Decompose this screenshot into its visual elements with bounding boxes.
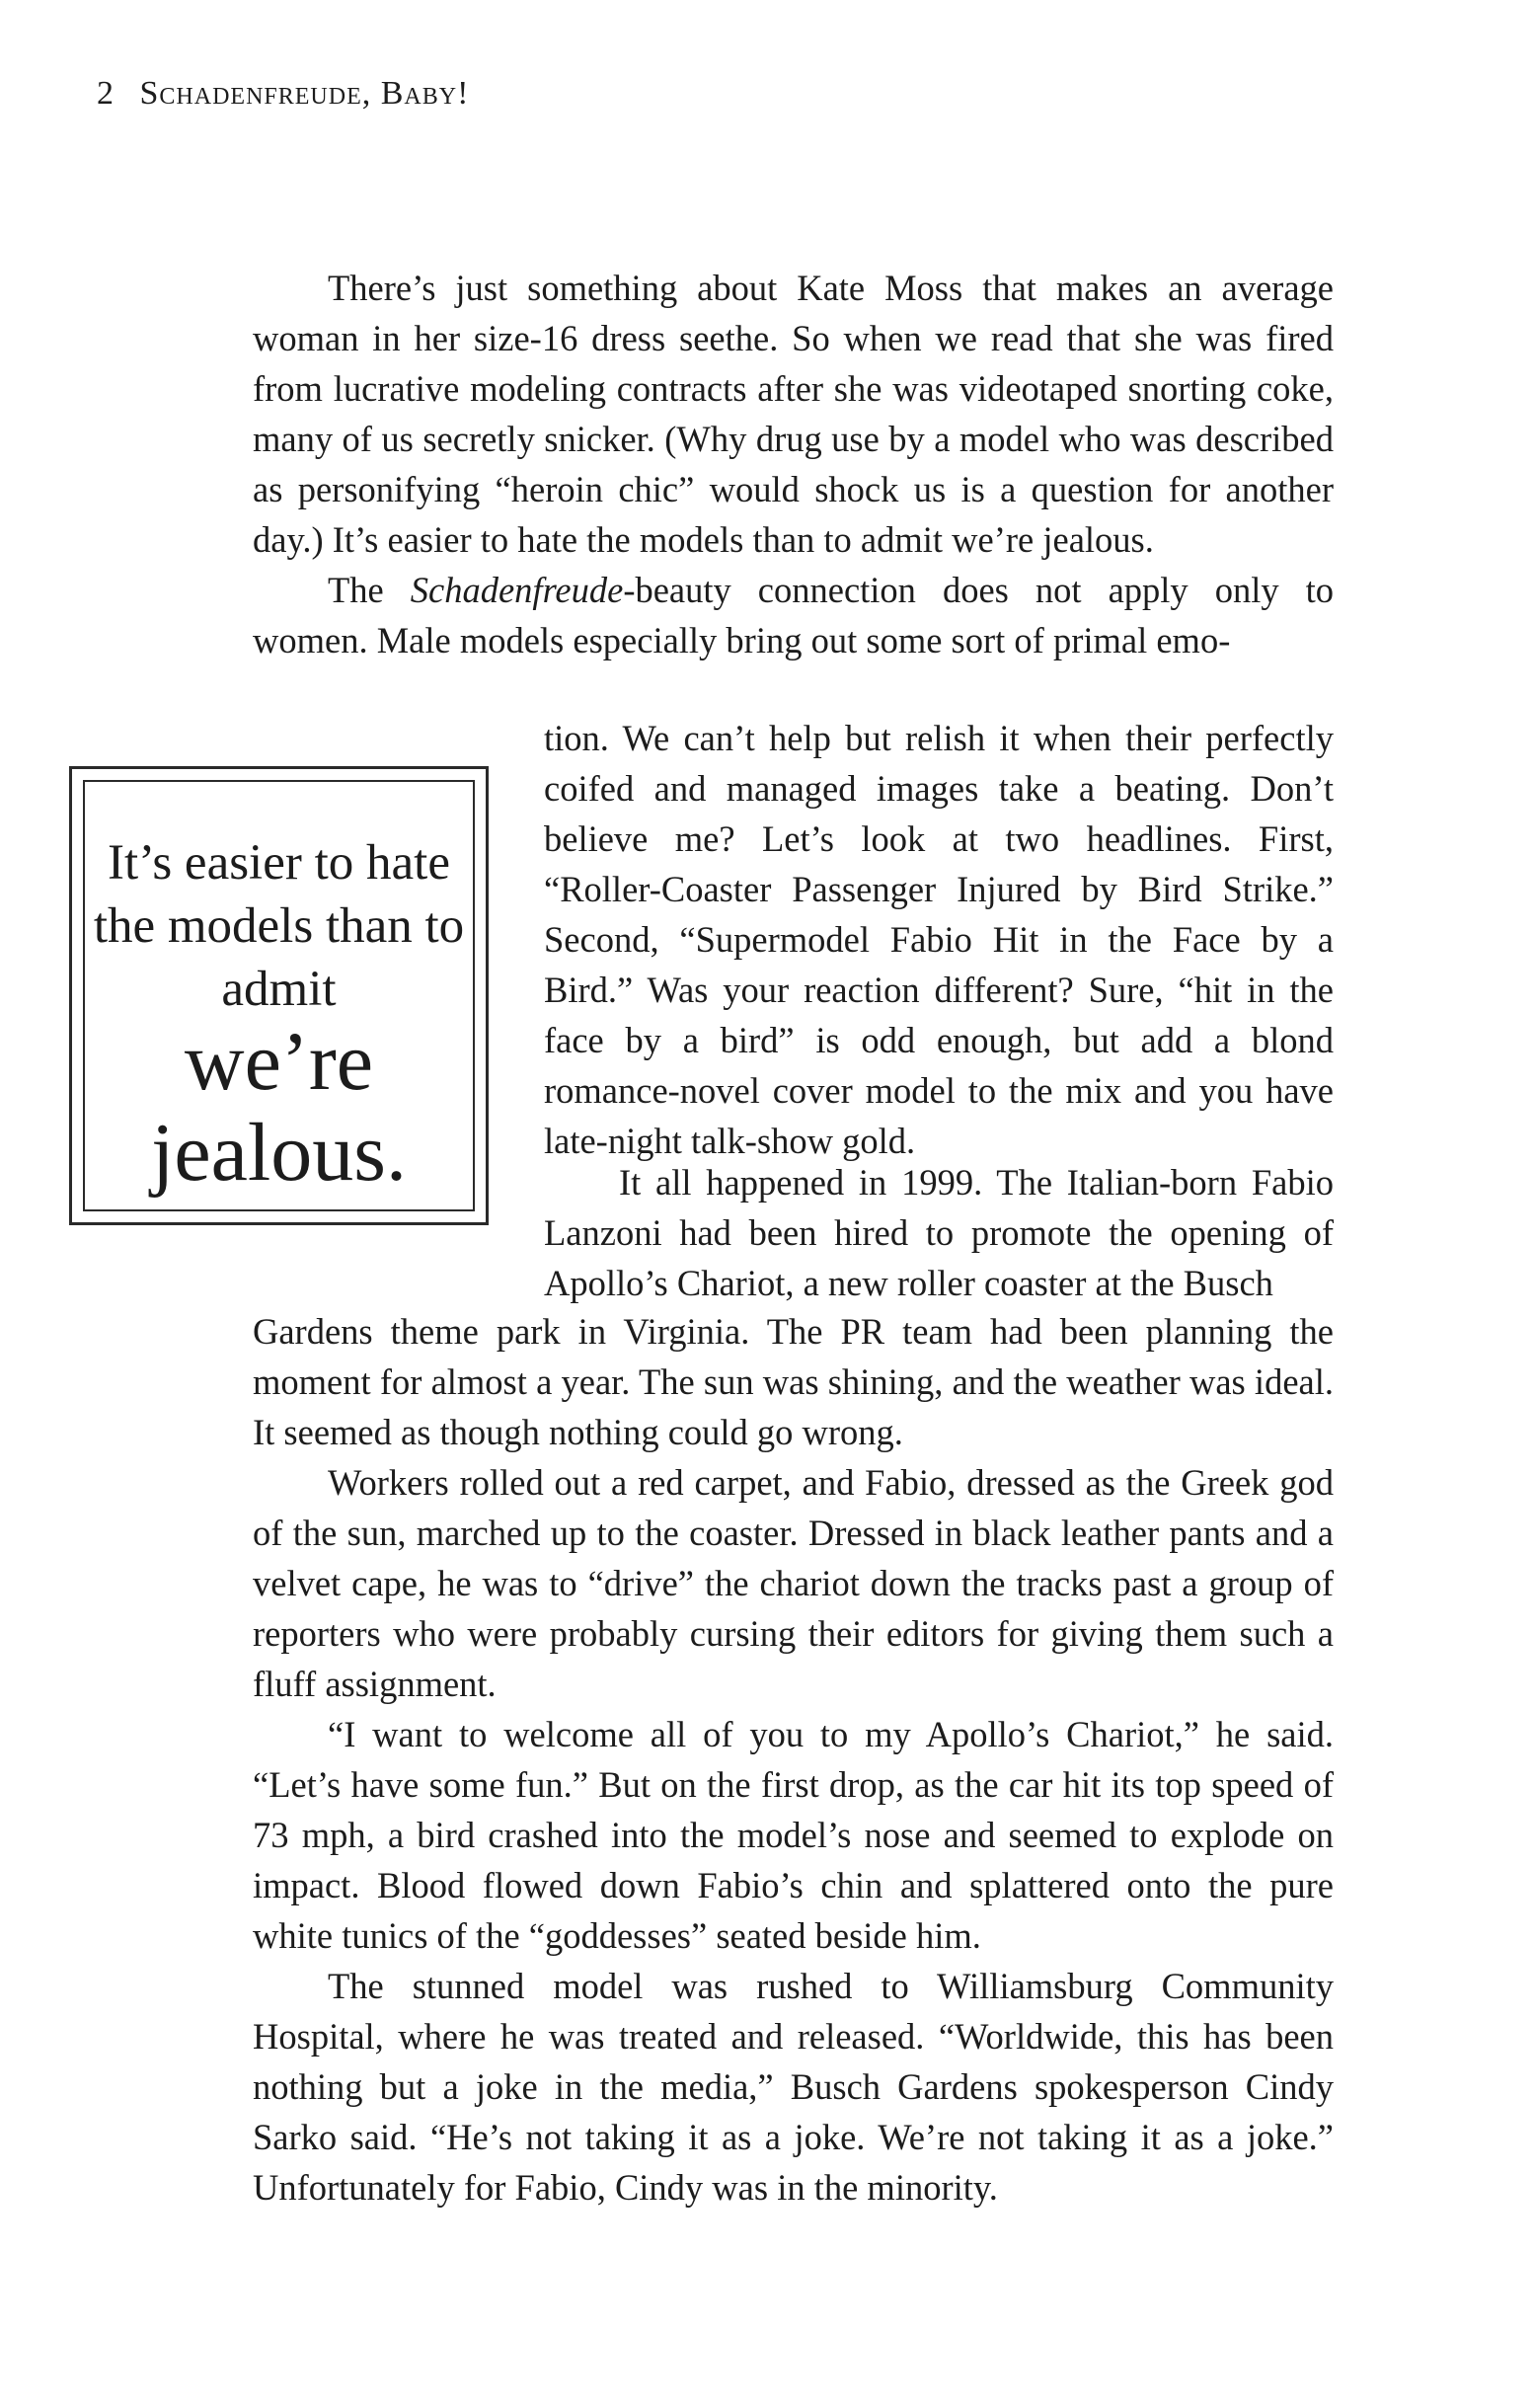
text-block-beside-quote bbox=[544, 713, 1334, 1166]
italic-schadenfreude: Schadenfreude bbox=[410, 570, 624, 610]
paragraph-bird-strike: “I want to welcome all of you to my Apollo’s Chariot,” he said. “Let’s have some fun.” But on the first drop, as the car hit its top speed of 73 mph, a bird crashed into the model’s nose and seemed to explode on impact. Blood flowed down Fabio’s chin and splattered onto the pure white tunics of the “goddesses” seated beside him. bbox=[253, 1714, 1334, 1956]
paragraph-schadenfreude-rest: -beauty connection does not apply only to women. Male models especially bring out some sort of primal emo- bbox=[253, 570, 1335, 660]
paragraph-schadenfreude-beauty bbox=[253, 565, 1334, 665]
text-block-bottom bbox=[253, 1306, 1334, 2213]
pull-quote-large-text: we’re jealous. bbox=[151, 1016, 407, 1199]
text-block-1999 bbox=[544, 1157, 1334, 1308]
paragraph-headlines-continued: tion. We can’t help but relish it when their perfectly coifed and managed images take a beating. Don’t believe me? Let’s look at two headlines. First, “Roller-Coaster Passenger Injured by Bird Strike.” Second, “Supermodel Fabio Hit in the Face by a Bird.” Was your reaction different? Sure, “hit in the face by a bird” is odd enough, but add a blond romance-novel cover model to the mix and you have late-night talk-show gold. bbox=[544, 718, 1334, 1161]
paragraph-schadenfreude-the: The bbox=[328, 570, 411, 610]
paragraph-hospital: The stunned model was rushed to Williamsburg Community Hospital, where he was treated and released. “Worldwide, this has been nothing but a joke in the media,” Busch Gardens spokesperson Cindy Sarko said. “He’s not taking it as a joke. We’re not taking it as a joke.” Unfortunately for Fabio, Cindy was in the minority. bbox=[253, 1966, 1334, 2208]
paragraph-kate-moss: There’s just something about Kate Moss that makes an average woman in her size-16 dress seethe. So when we read that she was fired from lucrative modeling contracts after she was videotaped snorting coke, many of us secretly snicker. (Why drug use by a model who was described as personifying “heroin chic” would shock us is a question for another day.) It’s easier to hate the models than to admit we’re jealous. bbox=[253, 268, 1334, 560]
pull-quote-box bbox=[69, 766, 489, 1225]
paragraph-1999-start: It all happened in 1999. The Italian-born Fabio Lanzoni had been hired to promote the opening of Apollo’s Chariot, a new roller coaster at the Busch bbox=[544, 1162, 1334, 1303]
book-title: Schadenfreude, Baby! bbox=[139, 75, 470, 112]
pull-quote-small-text: It’s easier to hate the models than to admit bbox=[93, 835, 465, 1017]
page-number: 2 bbox=[97, 75, 115, 112]
pull-quote-inner-frame bbox=[83, 780, 475, 1211]
paragraph-1999-continued: Gardens theme park in Virginia. The PR team had been planning the moment for almost a year. The sun was shining, and the weather was ideal. It seemed as though nothing could go wrong. bbox=[253, 1311, 1334, 1452]
paragraph-red-carpet: Workers rolled out a red carpet, and Fabio, dressed as the Greek god of the sun, marched up to the coaster. Dressed in black leather pants and a velvet cape, he was to “drive” the chariot down the tracks past a group of reporters who were probably cursing their editors for giving them such a fluff assignment. bbox=[253, 1462, 1334, 1704]
text-block-top bbox=[253, 263, 1334, 665]
running-head bbox=[97, 75, 469, 113]
